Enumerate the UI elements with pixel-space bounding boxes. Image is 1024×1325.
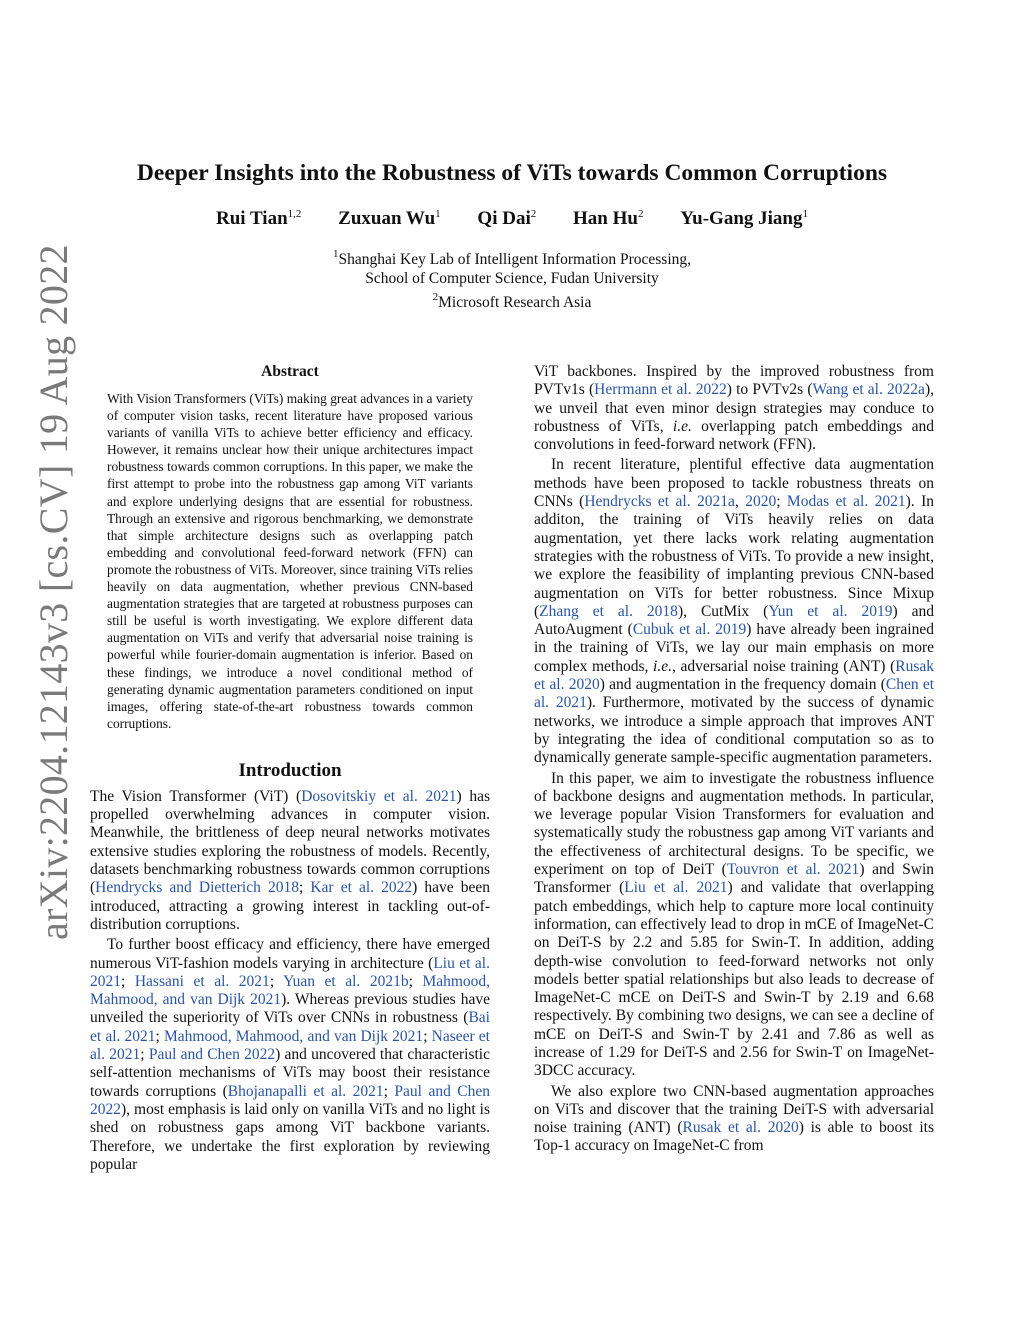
citation-link[interactable]: Dosovitskiy et al. 2021 [301, 787, 457, 805]
paragraph-text: overlapping patch embeddings and convolutions in feed-forward network (FFN). [534, 417, 935, 454]
citation-link[interactable]: Chen et al. 2021 [534, 676, 935, 712]
paper-title: Deeper Insights into the Robustness of ViTs towards Common Corruptions [136, 160, 888, 186]
right-column [534, 363, 934, 1156]
citation-link[interactable]: Herrmann et al. 2022 [594, 381, 727, 399]
intro-paragraph [90, 936, 490, 1174]
paragraph-text: ; [269, 972, 284, 990]
italic-text: i.e. [672, 417, 692, 435]
paragraph-text: , [734, 493, 746, 511]
citation-link[interactable]: Mahmood, Mahmood, and van Dijk 2021 [90, 972, 491, 1009]
author-list [0, 208, 1024, 230]
author: Zuxuan Wu$^1$ [338, 208, 441, 229]
intro-paragraph [534, 363, 934, 454]
author: Qi Dai$^2$ [477, 208, 537, 229]
paragraph-text: ) have already been ingrained in the training of ViTs, we lay our main emphasis on more complex methods, [534, 621, 934, 675]
citation-link[interactable]: Hendrycks and Dietterich 2018 [95, 879, 299, 897]
citation-link[interactable]: Yuan et al. 2021b [283, 972, 409, 990]
citation-link[interactable]: Paul and Chen 2022 [90, 1082, 491, 1118]
affiliation-line: School of Computer Science, Fudan University [365, 270, 659, 287]
paragraph-text: ), most emphasis is laid only on vanilla ViTs and no light is shed on robustness gaps among ViT backbone variants. Therefore, we undertake the first exploration by reviewing popular [90, 1100, 490, 1173]
paragraph-text: ) have been introduced, attracting a growing interest in tackling out-of-distribution corruptions. [90, 879, 490, 933]
paragraph-text: ViT backbones. Inspired by the improved robustness from PVTv1s ( [534, 363, 934, 399]
author: Yu-Gang Jiang$^1$ [680, 208, 808, 229]
citation-link[interactable]: Kar et al. 2022 [310, 879, 413, 897]
abstract [90, 363, 490, 732]
affiliations [0, 245, 1024, 312]
citation-link[interactable]: Bhojanapalli et al. 2021 [227, 1082, 384, 1100]
paragraph-text: ; [423, 1027, 432, 1045]
abstract-text: With Vision Transformers (ViTs) making great advances in a variety of computer vision tasks, recent literature have proposed various variants of vanilla ViTs to achieve better efficiency and efficacy. However, it remains unclear how their unique architectures impact robustness towards common corruptions. In this paper, we make the first attempt to probe into the robustness gap among ViT variants and explore underlying designs that are essential for robustness. Through an extensive and rigorous benchmarking, we demonstrate that simple architecture designs such as overlapping patch embedding and convolutional feed-forward network (FFN) can promote the robustness of ViTs. Moreover, since training ViTs relies heavily on data augmentation, whether previous CNN-based augmentation strategies that are targeted at robustness purposes can still be useful is worth investigating. We explore different data augmentation on ViTs and verify that adversarial noise training is powerful while fourier-domain augmentation is inferior. Based on these findings, we introduce a novel conditional method of generating dynamic augmentation parameters conditioned on input images, offering state-of-the-art robustness towards common corruptions. [107, 391, 473, 731]
citation-link[interactable]: Liu et al. 2021 [624, 879, 728, 897]
paragraph-text: ) and validate that overlapping patch embeddings, which help to capture more local continuity information, can effectively lead to drop in mCE of ImageNet-C on DeiT-S by 2.2 and 5.85 for Swin-T. In addition, adding depth-wise convolution to feed-forward networks not only models better spatial relationships but also leads to decrease of ImageNet-C mCE on DeiT-S and Swin-T by 2.19 and 6.68 respectively. By combining two designs, we can see a decline of mCE on DeiT-S and Swin-T by 2.41 and 7.86 as well as increase of 1.29 for DeiT-S and 2.56 for Swin-T on ImageNet-3DCC accuracy. [534, 879, 934, 1080]
paragraph-text: ; [140, 1046, 149, 1064]
paragraph-text: ). In additon, the training of ViTs heavily relies on data augmentation, yet there lacks work relating augmentation strategies with the robustness of ViTs. To provide a new insight, we explore the feasibility of implanting previous CNN-based augmentation on ViTs for better robustness. Since Mixup ( [534, 493, 934, 620]
citation-link[interactable]: Wang et al. 2022a [812, 381, 925, 399]
affiliation-line: $^1$Shanghai Key Lab of Intelligent Information Processing, [332, 248, 692, 268]
citation-link[interactable]: Zhang et al. 2018 [539, 602, 678, 620]
left-column [90, 363, 490, 1174]
paragraph-text: ) is able to boost its Top-1 accuracy on ImageNet-C from [534, 1119, 934, 1155]
paragraph-text: ; [155, 1027, 164, 1045]
citation-link[interactable]: Liu et al. 2021 [90, 954, 490, 990]
paragraph-text: ) to PVTv2s ( [726, 381, 813, 399]
paragraph-text: We also explore two CNN-based augmentation approaches on ViTs and discover that the training DeiT-S with adversarial noise training (ANT) ( [534, 1082, 934, 1137]
intro-paragraph [534, 770, 934, 1081]
citation-link[interactable]: Mahmood, Mahmood, and van Dijk 2021 [163, 1027, 424, 1045]
citation-link[interactable]: Cubuk et al. 2019 [632, 621, 747, 639]
citation-link[interactable]: Bai et al. 2021 [90, 1009, 490, 1045]
paragraph-text: ; [383, 1082, 395, 1100]
paragraph-text: ; [121, 972, 135, 990]
introduction-heading: Introduction [238, 759, 342, 781]
paragraph-text: , adversarial noise training (ANT) ( [671, 657, 896, 675]
paragraph-text: ), CutMix ( [677, 602, 769, 620]
citation-link[interactable]: Touvron et al. 2021 [726, 861, 860, 879]
paragraph-text: ; [408, 972, 423, 990]
citation-link[interactable]: Rusak et al. 2020 [534, 657, 934, 694]
citation-link[interactable]: Hassani et al. 2021 [134, 972, 270, 990]
paragraph-text: ) and Swin Transformer ( [534, 861, 934, 897]
citation-link[interactable]: Hendrycks et al. 2021a [584, 493, 735, 511]
intro-paragraph [534, 1083, 934, 1156]
italic-text: i.e. [653, 657, 672, 675]
paragraph-text: ) and augmentation in the frequency domain ( [599, 676, 886, 694]
paragraph-text: ) has propelled overwhelming advances in computer vision. Meanwhile, the brittleness of deep neural networks motivates extensive studies exploring the robustness of models. Recently, datasets benchmarking robustness towards common corruptions ( [90, 787, 490, 897]
abstract-heading: Abstract [261, 363, 319, 380]
paragraph-text: ), we unveil that even minor design strategies may conduce to robustness of ViTs, [534, 381, 934, 435]
citation-link[interactable]: Rusak et al. 2020 [682, 1119, 799, 1137]
paragraph-text: ) and AutoAugment ( [534, 602, 934, 639]
paragraph-text: To further boost efficacy and efficiency, there have emerged numerous ViT-fashion models varying in architecture ( [90, 936, 490, 972]
paragraph-text: ; [298, 879, 311, 897]
author: Han Hu$^2$ [572, 208, 644, 229]
citation-link[interactable]: Naseer et al. 2021 [90, 1027, 490, 1064]
paragraph-text: ) and uncovered that characteristic self-attention mechanisms of ViTs may boost their resistance towards corruptions ( [90, 1046, 490, 1100]
paragraph-text: ). Furthermore, motivated by the success of dynamic networks, we introduce a simple approach that improves ANT by integrating the idea of conditional computation so as to dynamically generate sample-specific augmentation parameters. [534, 694, 934, 767]
citation-link[interactable]: Modas et al. 2021 [786, 493, 906, 511]
paragraph-text: In recent literature, plentiful effective data augmentation methods have been proposed to tackle robustness threats on CNNs ( [534, 456, 934, 511]
affiliation-line: $^2$Microsoft Research Asia [432, 291, 592, 311]
citation-link[interactable]: Paul and Chen 2022 [148, 1046, 276, 1064]
paragraph-text: ; [776, 493, 787, 511]
author: Rui Tian$^{1,2}$ [216, 208, 302, 229]
arxiv-identifier: arXiv:2204.12143v3 [cs.CV] 19 Aug 2022 [31, 244, 76, 940]
citation-link[interactable]: Yun et al. 2019 [768, 602, 893, 620]
paragraph-text: In this paper, we aim to investigate the robustness influence of backbone designs and augmentation methods. In particular, we leverage popular Vision Transformers for evaluation and systematically study the robustness gap among ViT variants and the effectiveness of architectural designs. To be specific, we experiment on top of DeiT ( [534, 769, 934, 879]
intro-paragraph [534, 456, 934, 767]
citation-link[interactable]: 2020 [745, 493, 777, 511]
paragraph-text: ). Whereas previous studies have unveiled the superiority of ViTs over CNNs in robustness ( [90, 991, 490, 1027]
paragraph-text: The Vision Transformer (ViT) ( [90, 787, 302, 805]
intro-paragraph [90, 788, 490, 934]
